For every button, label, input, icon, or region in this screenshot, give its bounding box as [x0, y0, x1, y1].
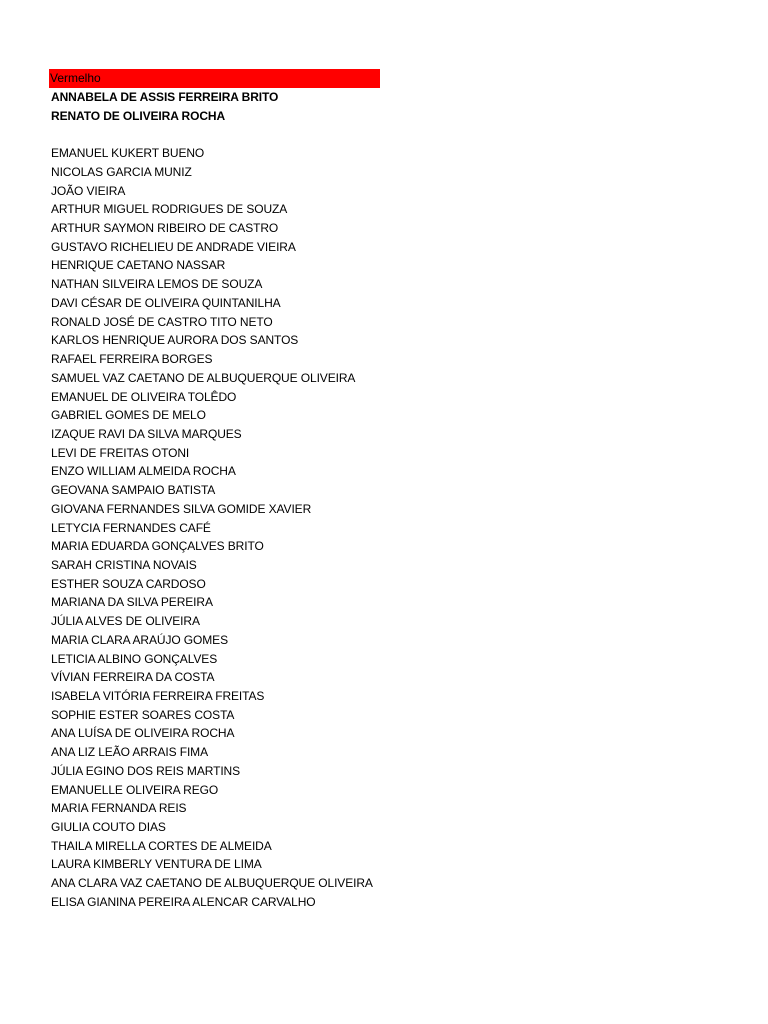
member-name-row: VÍVIAN FERREIRA DA COSTA — [51, 670, 215, 685]
team-color-header: Vermelho — [49, 69, 380, 88]
member-name-row: SAMUEL VAZ CAETANO DE ALBUQUERQUE OLIVEIRA — [51, 370, 356, 385]
member-name-row: EMANUEL KUKERT BUENO — [51, 146, 205, 161]
member-name-row: THAILA MIRELLA CORTES DE ALMEIDA — [51, 838, 272, 853]
member-name-row: GIOVANA FERNANDES SILVA GOMIDE XAVIER — [51, 501, 312, 516]
member-name-row: GEOVANA SAMPAIO BATISTA — [51, 483, 216, 498]
member-name-row: NATHAN SILVEIRA LEMOS DE SOUZA — [51, 277, 263, 292]
member-name-row: EMANUEL DE OLIVEIRA TOLÊDO — [51, 389, 237, 404]
member-name-row: JÚLIA EGINO DOS REIS MARTINS — [51, 763, 241, 778]
member-name-row: SOPHIE ESTER SOARES COSTA — [51, 707, 235, 722]
member-name-row: ANA LIZ LEÃO ARRAIS FIMA — [51, 745, 208, 760]
member-name-row: GUSTAVO RICHELIEU DE ANDRADE VIEIRA — [51, 239, 296, 254]
member-name-row: MARIA CLARA ARAÚJO GOMES — [51, 632, 228, 647]
member-name-row: RAFAEL FERREIRA BORGES — [51, 352, 213, 367]
member-name-row: MARIANA DA SILVA PEREIRA — [51, 595, 213, 610]
member-name-row: ANA LUÍSA DE OLIVEIRA ROCHA — [51, 726, 235, 741]
member-name-row: IZAQUE RAVI DA SILVA MARQUES — [51, 426, 242, 441]
member-name-row: KARLOS HENRIQUE AURORA DOS SANTOS — [51, 333, 299, 348]
member-name-row: RONALD JOSÉ DE CASTRO TITO NETO — [51, 314, 273, 329]
leader-name-row: ANNABELA DE ASSIS FERREIRA BRITO — [51, 90, 279, 104]
member-name-row: EMANUELLE OLIVEIRA REGO — [51, 782, 219, 797]
member-name-row: JÚLIA ALVES DE OLIVEIRA — [51, 614, 200, 629]
blank-row — [49, 125, 380, 144]
member-name-row: LAURA KIMBERLY VENTURA DE LIMA — [51, 857, 262, 872]
member-name-row: SARAH CRISTINA NOVAIS — [51, 557, 197, 572]
member-name-row: HENRIQUE CAETANO NASSAR — [51, 258, 226, 273]
member-name-row: ANA CLARA VAZ CAETANO DE ALBUQUERQUE OLIVEIRA — [51, 876, 373, 891]
member-name-row: MARIA EDUARDA GONÇALVES BRITO — [51, 539, 264, 554]
members-list — [49, 144, 380, 911]
leader-name-row: RENATO DE OLIVEIRA ROCHA — [51, 108, 226, 123]
member-name-row: LETICIA ALBINO GONÇALVES — [51, 651, 218, 666]
member-name-row: ELISA GIANINA PEREIRA ALENCAR CARVALHO — [51, 894, 316, 909]
member-name-row: ENZO WILLIAM ALMEIDA ROCHA — [51, 464, 236, 479]
member-name-row: LEVI DE FREITAS OTONI — [51, 445, 190, 460]
team-list-sheet — [49, 69, 380, 912]
member-name-row: DAVI CÉSAR DE OLIVEIRA QUINTANILHA — [51, 295, 281, 310]
member-name-row: GABRIEL GOMES DE MELO — [51, 408, 206, 423]
member-name-row: MARIA FERNANDA REIS — [51, 801, 187, 816]
member-name-row: NICOLAS GARCIA MUNIZ — [51, 164, 192, 179]
leaders-list — [49, 88, 380, 125]
member-name-row: ARTHUR MIGUEL RODRIGUES DE SOUZA — [51, 202, 288, 217]
member-name-row: ISABELA VITÓRIA FERREIRA FREITAS — [51, 689, 265, 703]
member-name-row: ARTHUR SAYMON RIBEIRO DE CASTRO — [51, 221, 279, 236]
member-name-row: GIULIA COUTO DIAS — [51, 820, 166, 835]
member-name-row: ESTHER SOUZA CARDOSO — [51, 576, 206, 591]
member-name-row: JOÃO VIEIRA — [51, 183, 126, 198]
member-name-row: LETYCIA FERNANDES CAFÉ — [51, 520, 211, 535]
